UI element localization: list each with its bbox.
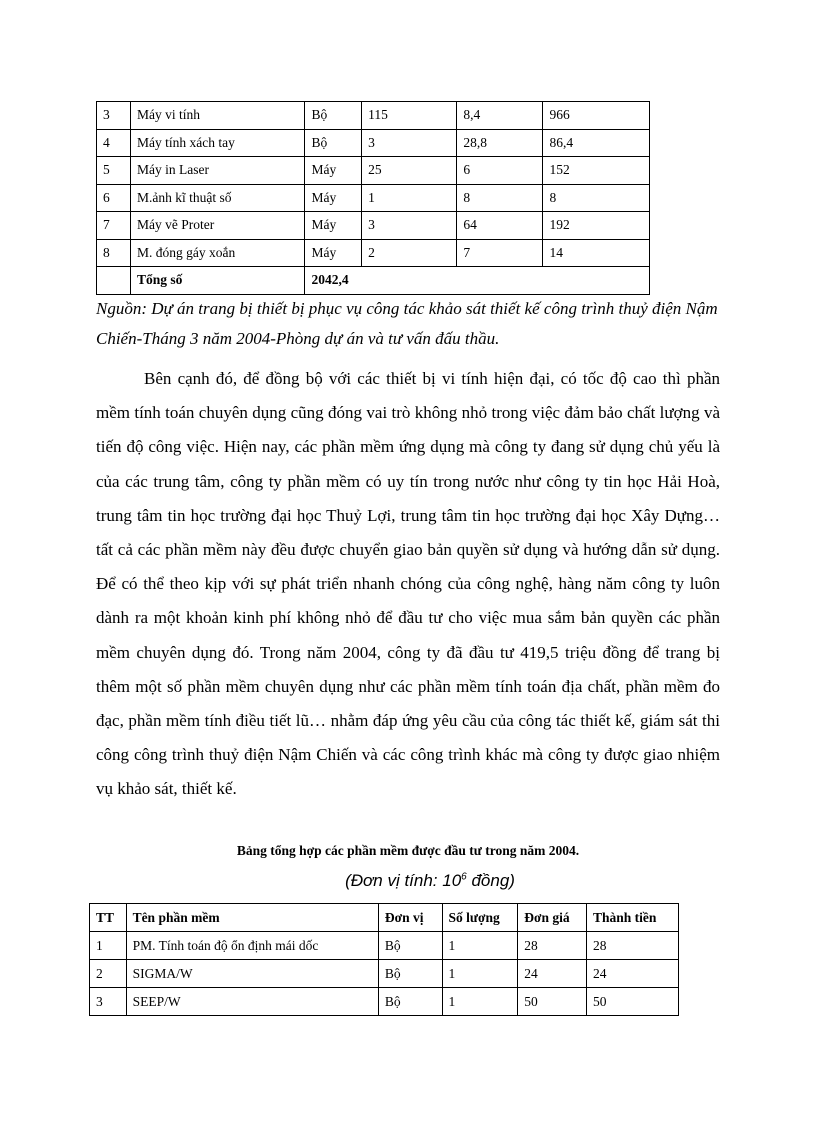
table-cell: Bộ bbox=[378, 988, 442, 1016]
table-cell: 6 bbox=[97, 184, 131, 212]
table-cell: 2 bbox=[90, 960, 127, 988]
unit-suffix: đồng) bbox=[466, 871, 515, 890]
column-header: Số lượng bbox=[442, 904, 518, 932]
table-cell: 192 bbox=[543, 212, 650, 240]
table-cell: 1 bbox=[442, 932, 518, 960]
table-cell: 7 bbox=[457, 239, 543, 267]
table-cell: 1 bbox=[90, 932, 127, 960]
table-cell bbox=[97, 267, 131, 295]
table-row bbox=[90, 960, 679, 988]
table-cell: SEEP/W bbox=[126, 988, 378, 1016]
table-cell: 152 bbox=[543, 157, 650, 185]
table-row bbox=[90, 988, 679, 1016]
table-cell: 25 bbox=[362, 157, 457, 185]
column-header: TT bbox=[90, 904, 127, 932]
unit-exponent: 6 bbox=[461, 871, 467, 883]
total-label: Tổng số bbox=[130, 267, 305, 295]
table-cell: 7 bbox=[97, 212, 131, 240]
table-row bbox=[97, 157, 650, 185]
table-cell: 5 bbox=[97, 157, 131, 185]
table-cell: 966 bbox=[543, 102, 650, 130]
table-cell: SIGMA/W bbox=[126, 960, 378, 988]
table-cell: 4 bbox=[97, 129, 131, 157]
table-cell: Máy vẽ Proter bbox=[130, 212, 305, 240]
table-cell: 28 bbox=[587, 932, 679, 960]
software-table-title: Bảng tổng hợp các phần mềm được đầu tư trong năm 2004. bbox=[236, 843, 580, 858]
table-cell: 1 bbox=[442, 988, 518, 1016]
unit-caption bbox=[0, 871, 816, 891]
body-paragraph: Bên cạnh đó, để đồng bộ với các thiết bị vi tính hiện đại, có tốc độ cao thì phần mềm tính toán chuyên dụng cũng đóng vai trò không nhỏ trong việc đảm bảo chất lượng và tiến độ công việc. Hiện nay, các phần mềm ứng dụng mà công ty đang sử dụng chủ yếu là của các trung tâm, công ty phần mềm có uy tín trong nước như công ty tin học Hải Hoà, trung tâm tin học trường đại học Thuỷ Lợi, trung tâm tin học trường đại học Xây Dựng…tất cả các phần mềm này đều được chuyển giao bản quyền sử dụng và hướng dẫn sử dụng. Để có thể theo kịp với sự phát triển nhanh chóng của công nghệ, hàng năm công ty luôn dành ra một khoản kinh phí không nhỏ để đầu tư cho việc mua sắm bản quyền các phần mềm chuyên dụng đó. Trong năm 2004, công ty đã đầu tư 419,5 triệu đồng để trang bị thêm một số phần mềm chuyên dụng như các phần mềm tính toán địa chất, phần mềm đo đạc, phần mềm tính điều tiết lũ… nhằm đáp ứng yêu cầu của công tác thiết kế, giám sát thi công công trình thuỷ điện Nậm Chiến và các công trình khác mà công ty được giao nhiệm vụ khảo sát, thiết kế. bbox=[96, 369, 720, 799]
table-row bbox=[97, 239, 650, 267]
table-cell: M.ảnh kĩ thuật số bbox=[130, 184, 305, 212]
table-cell: 14 bbox=[543, 239, 650, 267]
table-cell: 3 bbox=[362, 129, 457, 157]
table-cell: Máy tính xách tay bbox=[130, 129, 305, 157]
table-cell: 50 bbox=[587, 988, 679, 1016]
table-row bbox=[97, 129, 650, 157]
table-cell: 86,4 bbox=[543, 129, 650, 157]
column-header: Thành tiền bbox=[587, 904, 679, 932]
total-value: 2042,4 bbox=[305, 267, 650, 295]
table-cell: 8 bbox=[97, 239, 131, 267]
table-row bbox=[97, 184, 650, 212]
table-cell: Bộ bbox=[305, 102, 362, 130]
table-cell: Máy vi tính bbox=[130, 102, 305, 130]
table-cell: Máy bbox=[305, 239, 362, 267]
table-cell: 50 bbox=[518, 988, 587, 1016]
unit-prefix: (Đơn vị tính: 10 bbox=[345, 871, 462, 890]
table-row bbox=[90, 932, 679, 960]
table-cell: 6 bbox=[457, 157, 543, 185]
source-note: Nguồn: Dự án trang bị thiết bị phục vụ công tác khảo sát thiết kế công trình thuỷ điện Nậm Chiến-Tháng 3 năm 2004-Phòng dự án và tư vấn đấu thầu. bbox=[96, 299, 718, 348]
table-cell: 64 bbox=[457, 212, 543, 240]
table-cell: 3 bbox=[97, 102, 131, 130]
table-cell: M. đóng gáy xoắn bbox=[130, 239, 305, 267]
table-row bbox=[97, 102, 650, 130]
table-cell: 8,4 bbox=[457, 102, 543, 130]
table-cell: 1 bbox=[442, 960, 518, 988]
table-cell: Máy in Laser bbox=[130, 157, 305, 185]
table-cell: 3 bbox=[362, 212, 457, 240]
table-cell: 3 bbox=[90, 988, 127, 1016]
table-cell: 28 bbox=[518, 932, 587, 960]
software-table bbox=[89, 903, 679, 1016]
table-cell: Máy bbox=[305, 212, 362, 240]
table-cell: 1 bbox=[362, 184, 457, 212]
total-row bbox=[97, 267, 650, 295]
table-header-row bbox=[90, 904, 679, 932]
column-header: Đơn giá bbox=[518, 904, 587, 932]
table-cell: 8 bbox=[457, 184, 543, 212]
column-header: Tên phần mềm bbox=[126, 904, 378, 932]
table-cell: 24 bbox=[587, 960, 679, 988]
table-cell: Máy bbox=[305, 184, 362, 212]
table-cell: 115 bbox=[362, 102, 457, 130]
table-cell: Bộ bbox=[305, 129, 362, 157]
table-cell: Bộ bbox=[378, 932, 442, 960]
table-row bbox=[97, 212, 650, 240]
table-cell: 28,8 bbox=[457, 129, 543, 157]
table-cell: Bộ bbox=[378, 960, 442, 988]
table-cell: Máy bbox=[305, 157, 362, 185]
table-cell: 8 bbox=[543, 184, 650, 212]
equipment-table bbox=[96, 101, 650, 295]
column-header: Đơn vị bbox=[378, 904, 442, 932]
table-cell: 2 bbox=[362, 239, 457, 267]
table-cell: 24 bbox=[518, 960, 587, 988]
table-cell: PM. Tính toán độ ổn định mái dốc bbox=[126, 932, 378, 960]
